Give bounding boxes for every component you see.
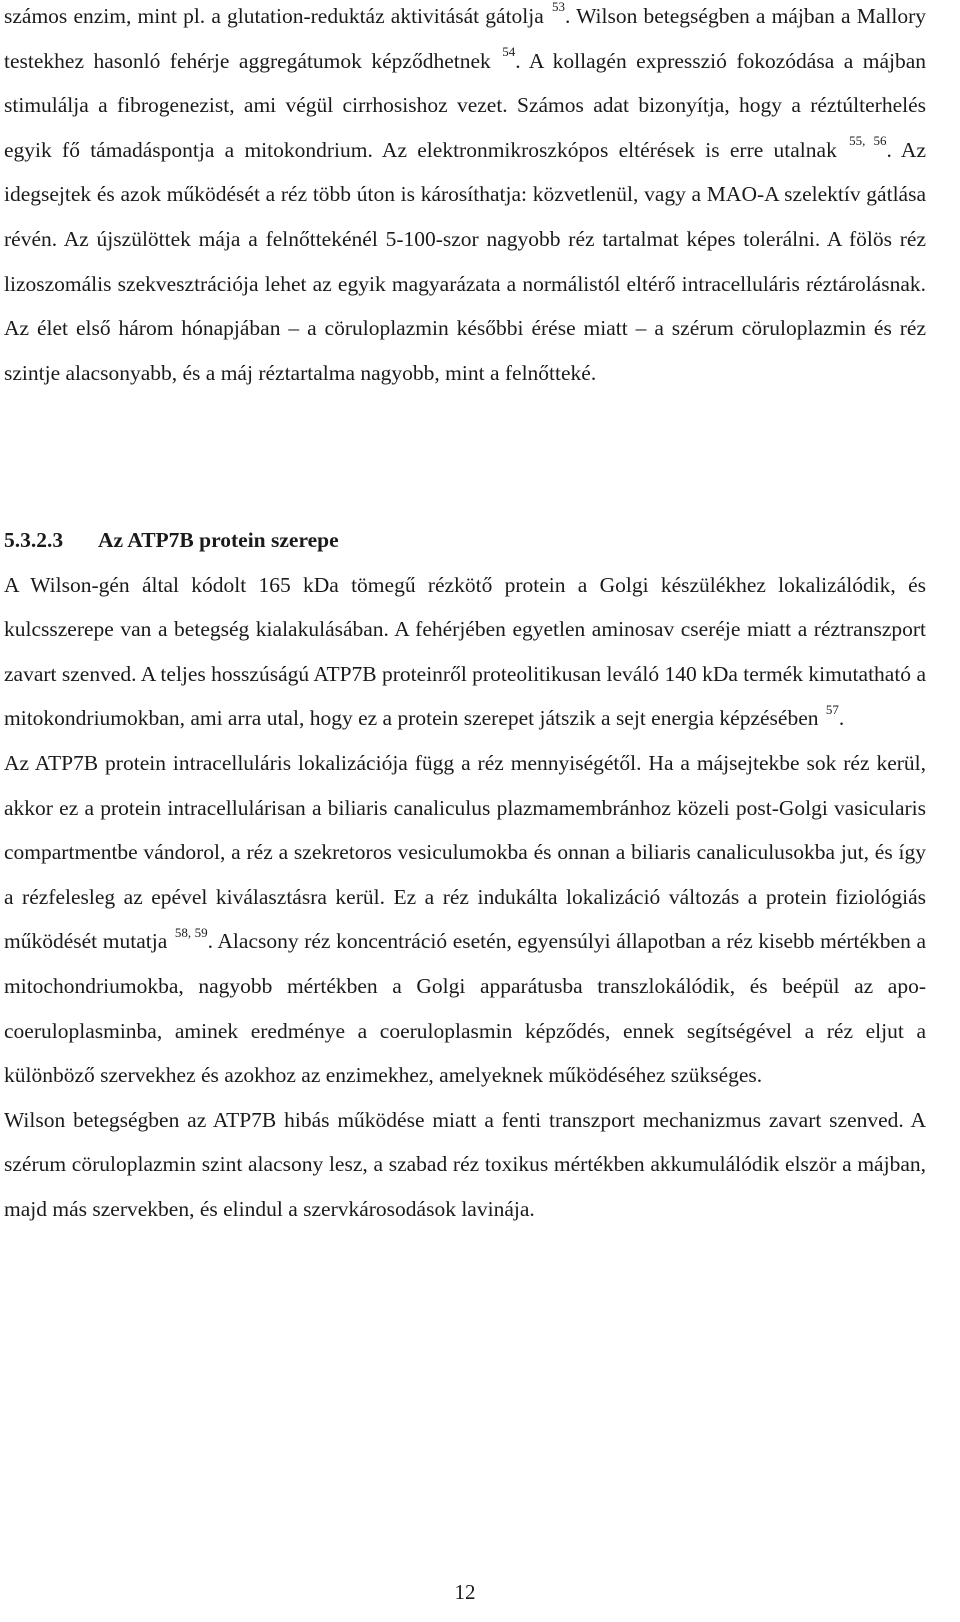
section-title: Az ATP7B protein szerepe	[98, 528, 339, 552]
paragraph-wilson-disease	[4, 1098, 926, 1232]
intro-text-4: . Az idegsejtek és azok működését a réz több úton is károsíthatja: közvetlenül, vagy a MAO-A szelektív gátlása révén. Az újszülöttek mája a felnőttekénél 5-100-szor nagyobb réz tartalmat képes tolerálni. A fölös réz lizoszomális szekvesztrációja lehet az egyik magyarázata a normálistól eltérő intracelluláris réztárolásnak. Az élet első három hónapjában – a cöruloplazmin későbbi érése miatt – a szérum cöruloplazmin és réz szintje alacsonyabb, és a máj réztartalma nagyobb, mint a felnőtteké.	[4, 137, 926, 385]
paragraph-3-text: Wilson betegségben az ATP7B hibás működése miatt a fenti transzport mechanizmus zavart szenved. A szérum cöruloplazmin szint alacsony lesz, a szabad réz toxikus mértékben akkumulálódik elször a májban, majd más szervekben, és elindul a szervkárosodások lavinája.	[4, 1107, 926, 1221]
section-text-block	[4, 518, 926, 1232]
section-heading	[4, 518, 926, 563]
section-number: 5.3.2.3	[4, 528, 64, 552]
reference-55-56: 55, 56	[849, 133, 887, 149]
intro-text-2: . Wilson betegségben a májban a Mallory testekhez hasonló fehérje aggregátumok képződhetnek	[4, 4, 926, 73]
intro-text-1: számos enzim, mint pl. a glutation-reduktáz aktivitását gátolja	[4, 4, 550, 28]
reference-54: 54	[502, 43, 516, 59]
reference-58-59: 58, 59	[174, 924, 208, 940]
intro-paragraph	[4, 0, 926, 395]
paragraph-wilson-gene	[4, 563, 926, 741]
reference-57: 57	[825, 701, 839, 717]
paragraph-localization	[4, 741, 926, 1098]
intro-text-block	[4, 0, 926, 395]
paragraph-1-end: .	[838, 706, 845, 731]
page-number: 12	[454, 1580, 476, 1604]
paragraph-2-end: . Alacsony réz koncentráció esetén, egyensúlyi állapotban a réz kisebb mértékben a mitochondriumokba, nagyobb mértékben a Golgi apparátusba transzlokálódik, és beépül az apo-coeruloplasminba, aminek eredménye a coeruloplasmin képződés, ennek segítségével a réz eljut a különböző szervekhez és azokhoz az enzimekhez, amelyeknek működéséhez szükséges.	[4, 929, 927, 1088]
paragraph-2-text: Az ATP7B protein intracelluláris lokalizációja függ a réz mennyiségétől. Ha a májsejtekbe sok réz kerül, akkor ez a protein intracellulárisan a biliaris canaliculus plazmamembránhoz közeli post-Golgi vasicularis compartmentbe vándorol, a réz a szekretoros vesiculumokba és onnan a biliaris canaliculusokba jut, és így a rézfelesleg az epével kiválasztásra kerül. Ez a réz indukálta lokalizáció változás a protein fiziológiás működését mutatja	[4, 750, 926, 954]
paragraph-1-text: A Wilson-gén által kódolt 165 kDa tömegű rézkötő protein a Golgi készülékhez lokalizálódik, és kulcsszerepe van a betegség kialakulásában. A fehérjében egyetlen aminosav cseréje miatt a réztranszport zavart szenved. A teljes hosszúságú ATP7B proteinről proteolitikusan leváló 140 kDa termék kimutatható a mitokondriumokban, ami arra utal, hogy ez a protein szerepet játszik a sejt energia képzésében	[4, 572, 926, 731]
intro-text-3: . A kollagén expresszió fokozódása a májban stimulálja a fibrogenezist, ami végül cirrhosishoz vezet. Számos adat bizonyítja, hogy a réztúlterhelés egyik fő támadáspontja a mitokondrium. Az elektronmikroszkópos eltérések is erre utalnak	[4, 48, 926, 162]
reference-53: 53	[551, 0, 565, 15]
